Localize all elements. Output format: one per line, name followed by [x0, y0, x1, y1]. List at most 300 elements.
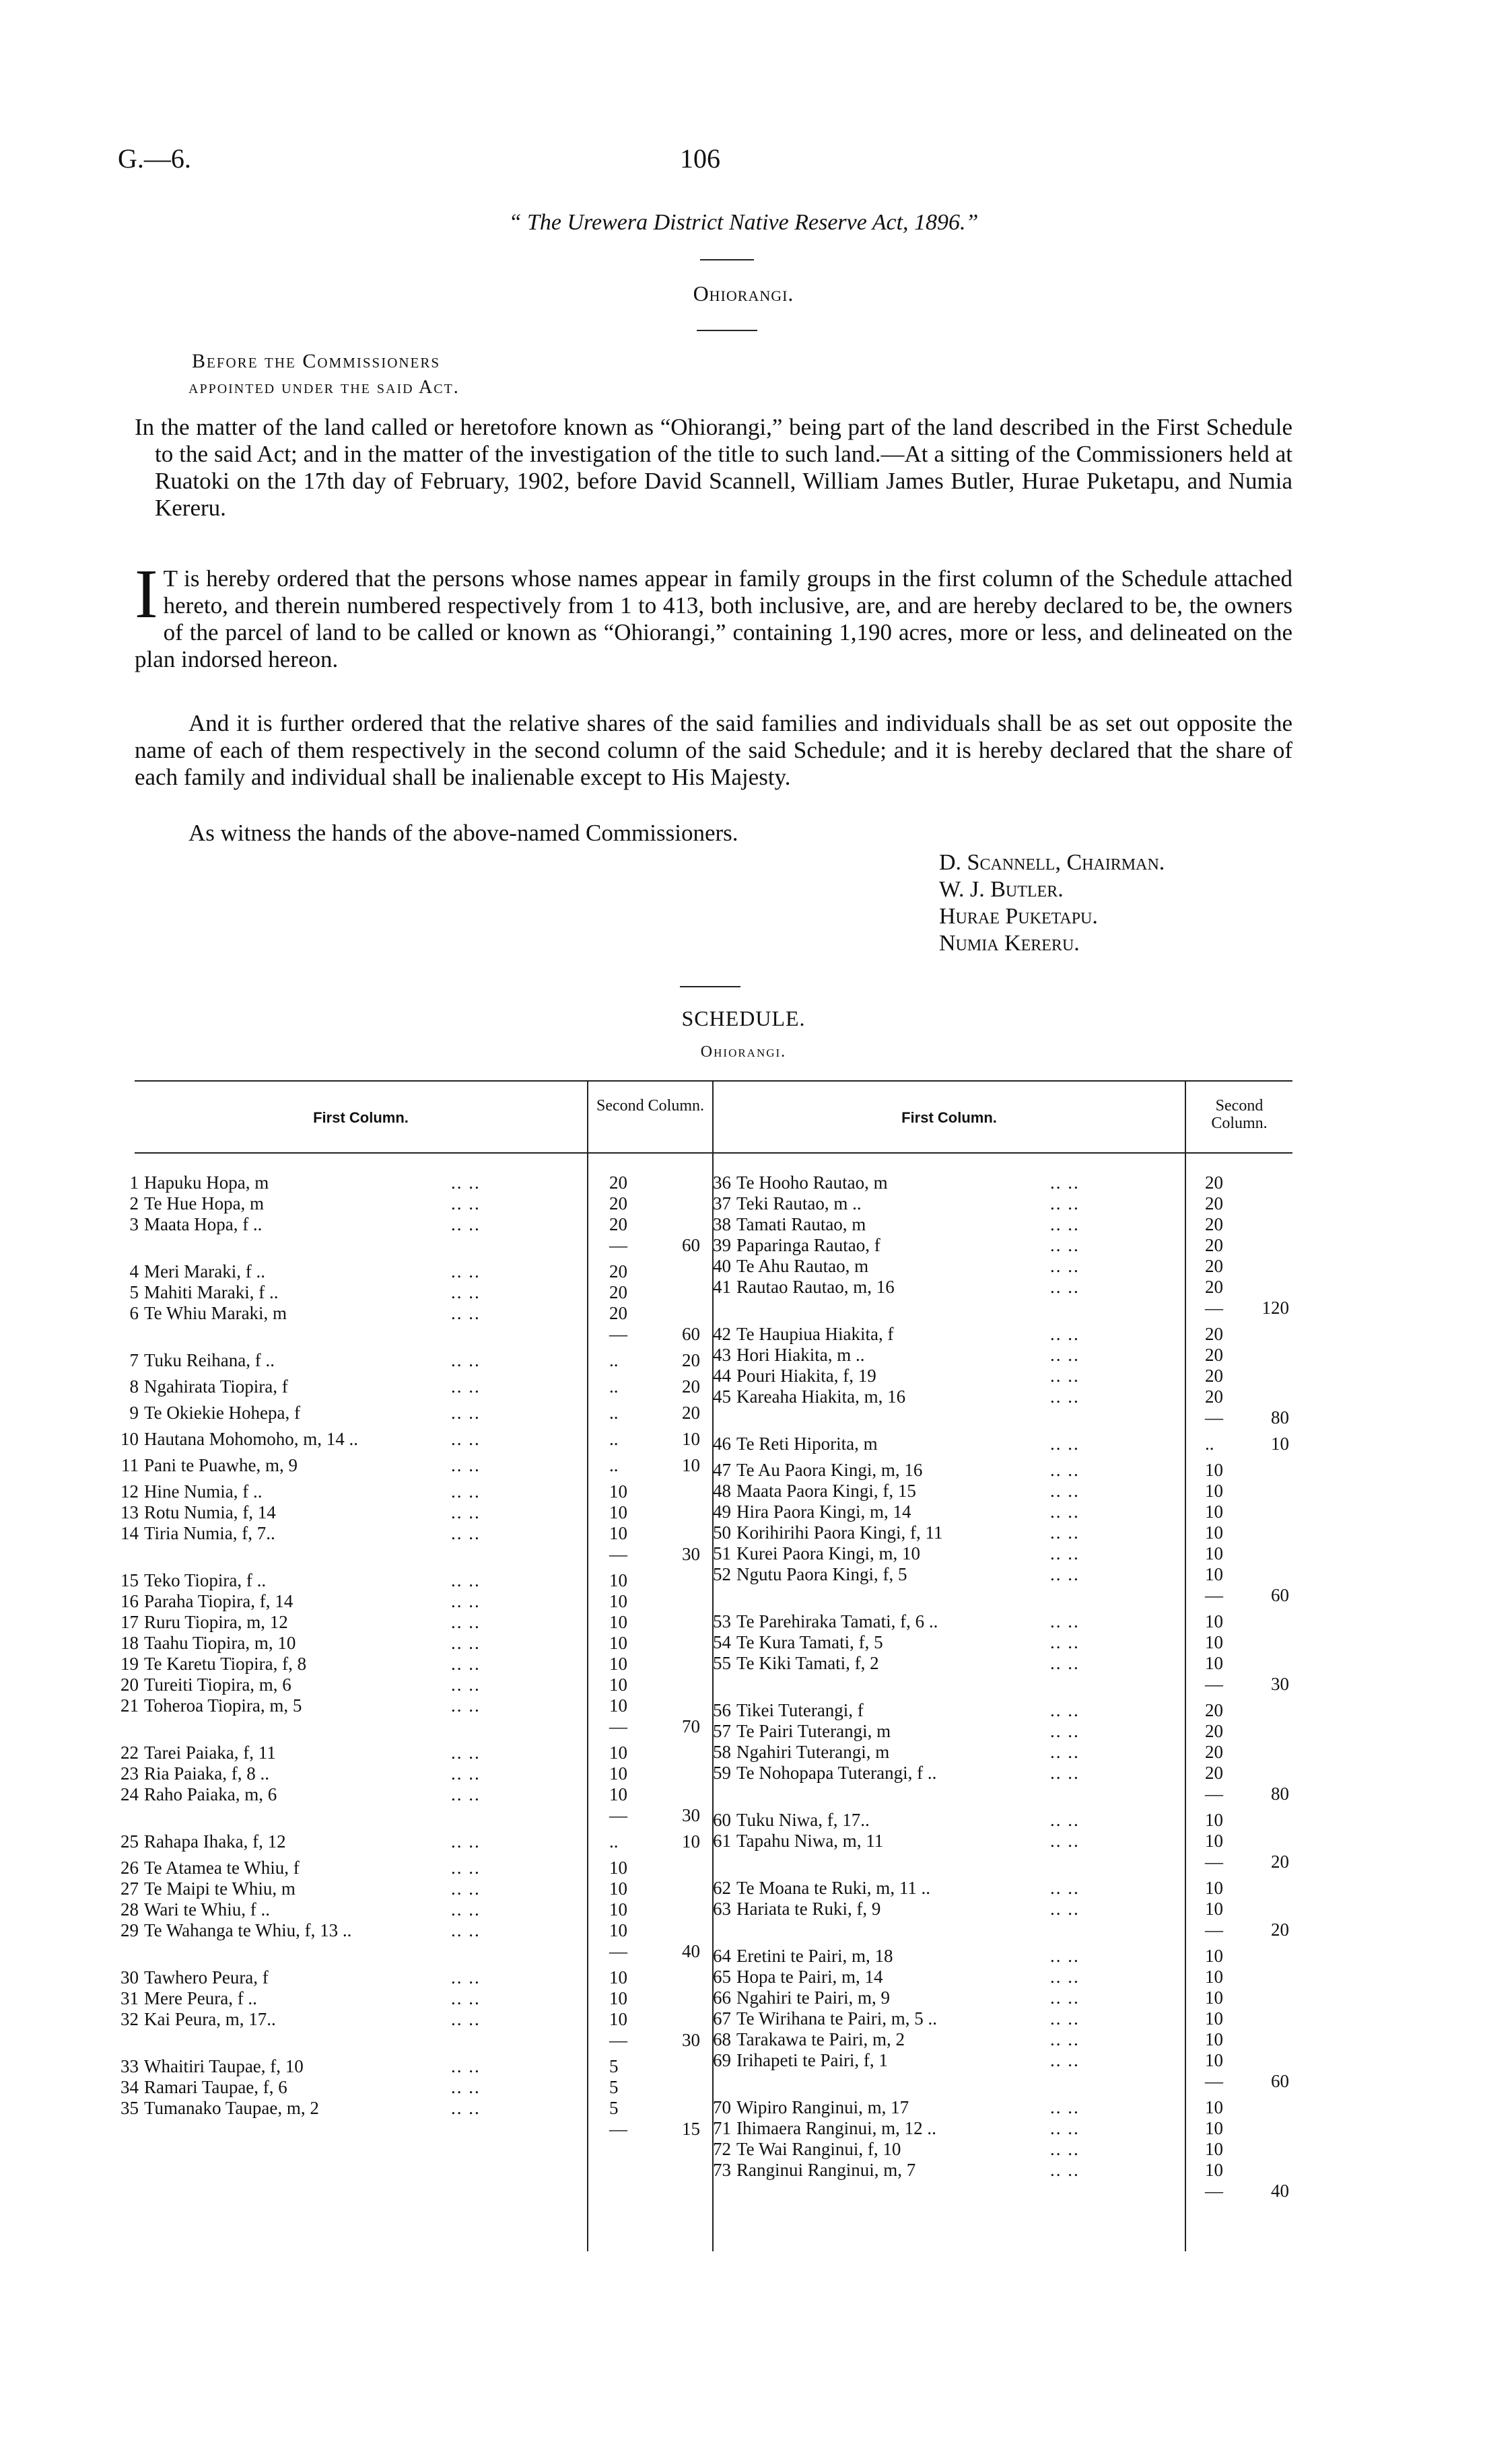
leader-dots: .. .. — [451, 2009, 481, 2029]
leader-dots: .. .. — [1050, 1543, 1080, 1563]
entry-number: 35 — [120, 2098, 139, 2118]
entry-number: 1 — [129, 1172, 139, 1193]
entry-name: Tapahu Niwa, m, 11 — [736, 1831, 884, 1851]
entry-name: Tikei Tuterangi, f — [736, 1700, 864, 1720]
drop-cap: I — [135, 555, 158, 633]
entry-number: 39 — [713, 1235, 731, 1255]
schedule-entry — [700, 1763, 936, 1783]
entry-number: 40 — [713, 1256, 731, 1276]
leader-dots: .. .. — [1050, 2118, 1080, 2138]
leader-dots: .. .. — [1050, 1172, 1080, 1193]
entry-name: Hine Numia, f .. — [144, 1481, 263, 1502]
entry-number: 4 — [129, 1261, 139, 1281]
entry-number: 33 — [120, 2056, 139, 2076]
schedule-entry — [108, 1612, 288, 1632]
family-total: 30 — [682, 1544, 700, 1564]
family-total: 40 — [682, 1941, 700, 1961]
entry-number: 55 — [713, 1653, 731, 1673]
leader-dots: .. .. — [451, 2077, 481, 2097]
leader-dots: .. .. — [451, 1612, 481, 1632]
entry-share: 20 — [1205, 1172, 1223, 1193]
leader-dots: .. .. — [451, 1695, 481, 1716]
leader-dots: .. .. — [451, 1743, 481, 1763]
entry-name: Raho Paiaka, m, 6 — [144, 1784, 277, 1804]
entry-share: 10 — [609, 1633, 627, 1653]
entry-share: 20 — [1205, 1277, 1223, 1297]
schedule-entry — [108, 2009, 276, 2029]
entry-number: 23 — [120, 1763, 139, 1784]
leader-dots: .. .. — [451, 1633, 481, 1653]
witness-paragraph: As witness the hands of the above-named Commissioners. — [188, 820, 738, 846]
schedule-entry — [700, 2008, 937, 2029]
leader-dots: .. .. — [451, 1403, 481, 1423]
entry-share: .. — [609, 1455, 619, 1475]
leader-dots: .. .. — [1050, 2050, 1080, 2070]
schedule-entry — [700, 1324, 894, 1344]
entry-number: 41 — [713, 1277, 731, 1297]
entry-number: 32 — [120, 2009, 139, 2029]
leader-dots: .. .. — [451, 1502, 481, 1522]
entry-name: Te Wahanga te Whiu, f, 13 .. — [144, 1920, 352, 1940]
leader-dots: .. .. — [1050, 1277, 1080, 1297]
leader-dots: .. .. — [451, 1481, 481, 1502]
entry-name: Hira Paora Kingi, m, 14 — [736, 1502, 911, 1522]
family-total: 10 — [682, 1455, 700, 1475]
leader-dots: .. .. — [1050, 2097, 1080, 2117]
entry-share: 10 — [1205, 1653, 1223, 1673]
schedule-entry — [700, 2118, 936, 2138]
leader-dots: .. .. — [451, 1429, 481, 1449]
entry-name: Te Okiekie Hohepa, f — [144, 1403, 301, 1423]
entry-number: 7 — [129, 1350, 139, 1370]
leader-dots: .. .. — [1050, 1193, 1080, 1213]
entry-share: 20 — [1205, 1193, 1223, 1213]
entry-number: 14 — [120, 1523, 139, 1543]
entry-number: 60 — [713, 1810, 731, 1830]
entry-name: Hapuku Hopa, m — [144, 1172, 269, 1193]
subtotal-dash: — — [1205, 1920, 1223, 1940]
entry-share: 10 — [609, 1878, 627, 1899]
entry-share: 20 — [1205, 1214, 1223, 1234]
entry-name: Ngahiri te Pairi, m, 9 — [736, 1987, 890, 2008]
family-total: 60 — [1271, 1585, 1289, 1605]
leader-dots: .. .. — [1050, 1386, 1080, 1407]
order-text: T is hereby ordered that the persons whose names appear in family groups in the first column of the Schedule attached hereto, and therein numbered respectively from 1 to 413, both inclusive, are, and are hereby declared to be, the owners of the parcel of land to be called or known as “Ohiorangi,” containing 1,190 acres, more or less, and delineated on the plan indorsed hereon. — [135, 565, 1292, 672]
entry-name: Rotu Numia, f, 14 — [144, 1502, 276, 1522]
family-total: 15 — [682, 2119, 700, 2139]
family-total: 10 — [1271, 1434, 1289, 1454]
leader-dots: .. .. — [1050, 1460, 1080, 1480]
table-header-rule — [135, 1152, 1292, 1154]
place-title: Ohiorangi. — [693, 281, 794, 306]
entry-name: Te Wai Ranginui, f, 10 — [736, 2139, 901, 2159]
entry-name: Pouri Hiakita, f, 19 — [736, 1366, 876, 1386]
schedule-entry — [700, 1235, 880, 1255]
entry-share: 10 — [609, 1675, 627, 1695]
subtotal-dash: — — [609, 1805, 627, 1825]
first-column-header: First Column. — [901, 1109, 997, 1126]
family-total: 10 — [682, 1831, 700, 1852]
schedule-entry — [108, 1920, 351, 1940]
family-total: 20 — [1271, 1852, 1289, 1872]
family-total: 30 — [682, 1805, 700, 1825]
entry-name: Paraha Tiopira, f, 14 — [144, 1591, 293, 1611]
entry-number: 59 — [713, 1763, 731, 1783]
schedule-entry — [700, 1700, 864, 1720]
entry-number: 46 — [713, 1434, 731, 1454]
entry-name: Eretini te Pairi, m, 18 — [736, 1946, 893, 1966]
entry-name: Te Parehiraka Tamati, f, 6 .. — [736, 1611, 938, 1631]
family-total: 10 — [682, 1429, 700, 1449]
entry-share: .. — [1205, 1434, 1214, 1454]
entry-share: 10 — [609, 1858, 627, 1878]
entry-number: 16 — [120, 1591, 139, 1611]
schedule-entry — [700, 1522, 942, 1543]
entry-name: Ngahirata Tiopira, f — [144, 1376, 288, 1397]
leader-dots: .. .. — [1050, 1763, 1080, 1783]
before-line-2: appointed under the said Act. — [188, 377, 460, 398]
schedule-entry — [700, 1502, 911, 1522]
entry-share: 10 — [1205, 1460, 1223, 1480]
leader-dots: .. .. — [451, 1591, 481, 1611]
schedule-entry — [700, 1967, 883, 1987]
schedule-entry — [108, 2056, 304, 2076]
entry-name: Te Nohopapa Tuterangi, f .. — [736, 1763, 937, 1783]
entry-number: 37 — [713, 1193, 731, 1213]
entry-share: 5 — [609, 2077, 619, 2097]
family-total: 60 — [682, 1235, 700, 1255]
entry-share: 20 — [609, 1282, 627, 1302]
entry-name: Kurei Paora Kingi, m, 10 — [736, 1543, 920, 1563]
entry-share: .. — [609, 1429, 619, 1449]
entry-name: Hautana Mohomoho, m, 14 .. — [144, 1429, 358, 1449]
order-paragraph — [135, 555, 1292, 673]
entry-name: Te Wirihana te Pairi, m, 5 .. — [736, 2008, 937, 2029]
leader-dots: .. .. — [451, 1282, 481, 1302]
schedule-entry — [108, 1481, 262, 1502]
entry-name: Tiria Numia, f, 7.. — [144, 1523, 275, 1543]
entry-name: Tamati Rautao, m — [736, 1214, 866, 1234]
leader-dots: .. .. — [451, 1570, 481, 1590]
entry-number: 43 — [713, 1345, 731, 1365]
signature-line: W. J. Butler. — [939, 877, 1064, 902]
entry-number: 24 — [120, 1784, 139, 1804]
signature-line: Numia Kereru. — [939, 931, 1080, 956]
entry-name: Mere Peura, f .. — [144, 1988, 257, 2008]
family-total: 30 — [1271, 1674, 1289, 1694]
entry-share: .. — [609, 1350, 619, 1370]
schedule-entry — [700, 1193, 862, 1213]
entry-number: 42 — [713, 1324, 731, 1344]
entry-name: Ngutu Paora Kingi, f, 5 — [736, 1564, 907, 1584]
entry-name: Tarei Paiaka, f, 11 — [144, 1743, 276, 1763]
entry-number: 15 — [120, 1570, 139, 1590]
entry-name: Ngahiri Tuterangi, m — [736, 1742, 890, 1762]
entry-share: 10 — [609, 1988, 627, 2008]
entry-number: 31 — [120, 1988, 139, 2008]
leader-dots: .. .. — [1050, 1434, 1080, 1454]
leader-dots: .. .. — [1050, 1742, 1080, 1762]
leader-dots: .. .. — [1050, 1235, 1080, 1255]
leader-dots: .. .. — [451, 1654, 481, 1674]
entry-name: Tureiti Tiopira, m, 6 — [144, 1675, 291, 1695]
divider — [680, 986, 740, 987]
entry-share: 20 — [609, 1193, 627, 1213]
entry-name: Toheroa Tiopira, m, 5 — [144, 1695, 302, 1716]
subtotal-dash: — — [1205, 2181, 1223, 2201]
entry-share: 20 — [1205, 1763, 1223, 1783]
leader-dots: .. .. — [1050, 1502, 1080, 1522]
entry-share: 10 — [1205, 1522, 1223, 1543]
subtotal-dash: — — [609, 1941, 627, 1961]
entry-share: 10 — [609, 1743, 627, 1763]
entry-number: 30 — [120, 1967, 139, 1987]
schedule-entry — [700, 1831, 883, 1851]
schedule-entry — [700, 1742, 889, 1762]
entry-share: 20 — [609, 1303, 627, 1323]
entry-number: 54 — [713, 1632, 731, 1652]
entry-number: 22 — [120, 1743, 139, 1763]
entry-number: 47 — [713, 1460, 731, 1480]
schedule-entry — [700, 1632, 883, 1652]
further-paragraph: And it is further ordered that the relative shares of the said families and individuals shall be as set out opposite the name of each of them respectively in the second column of the said Schedule; and it is hereby declared that the share of each family and individual shall be inalienable except to His Majesty. — [135, 710, 1292, 790]
schedule-subtitle: Ohiorangi. — [700, 1043, 787, 1061]
table-top-rule — [135, 1080, 1292, 1082]
schedule-entry — [108, 1214, 262, 1234]
leader-dots: .. .. — [1050, 2029, 1080, 2049]
entry-share: 10 — [1205, 2050, 1223, 2070]
entry-share: 20 — [1205, 1700, 1223, 1720]
entry-name: Wari te Whiu, f .. — [144, 1899, 271, 1920]
divider — [697, 330, 757, 331]
leader-dots: .. .. — [451, 1858, 481, 1878]
schedule-entry — [700, 1611, 938, 1631]
entry-share: 10 — [1205, 1946, 1223, 1966]
schedule-entry — [108, 1858, 300, 1878]
leader-dots: .. .. — [1050, 1700, 1080, 1720]
family-total: 80 — [1271, 1784, 1289, 1804]
entry-share: 10 — [609, 1612, 627, 1632]
leader-dots: .. .. — [1050, 1967, 1080, 1987]
leader-dots: .. .. — [451, 1784, 481, 1804]
entry-number: 20 — [120, 1675, 139, 1695]
schedule-entry — [700, 1256, 868, 1276]
entry-share: 10 — [1205, 1481, 1223, 1501]
schedule-entry — [700, 1172, 888, 1193]
schedule-entry — [108, 1429, 358, 1449]
schedule-entry — [700, 1481, 916, 1501]
entry-number: 44 — [713, 1366, 731, 1386]
entry-number: 34 — [120, 2077, 139, 2097]
schedule-entry — [700, 1878, 930, 1898]
entry-number: 27 — [120, 1878, 139, 1899]
entry-number: 68 — [713, 2029, 731, 2049]
entry-name: Ranginui Ranginui, m, 7 — [736, 2160, 916, 2180]
entry-share: 5 — [609, 2098, 619, 2118]
entry-share: 10 — [609, 1920, 627, 1940]
leader-dots: .. .. — [1050, 1564, 1080, 1584]
entry-share: 10 — [1205, 1502, 1223, 1522]
schedule-entry — [108, 1743, 276, 1763]
family-total: 20 — [682, 1376, 700, 1397]
subtotal-dash: — — [609, 2119, 627, 2139]
entry-number: 2 — [129, 1193, 139, 1213]
entry-share: 10 — [1205, 1543, 1223, 1563]
entry-name: Te Atamea te Whiu, f — [144, 1858, 300, 1878]
schedule-entry — [108, 1350, 275, 1370]
leader-dots: .. .. — [1050, 1481, 1080, 1501]
entry-name: Te Hue Hopa, m — [144, 1193, 265, 1213]
entry-number: 70 — [713, 2097, 731, 2117]
entry-number: 69 — [713, 2050, 731, 2070]
entry-name: Meri Maraki, f .. — [144, 1261, 265, 1281]
schedule-entry — [108, 1261, 265, 1281]
entry-name: Te Hooho Rautao, m — [736, 1172, 888, 1193]
subtotal-dash: — — [1205, 1852, 1223, 1872]
entry-name: Te Au Paora Kingi, m, 16 — [736, 1460, 923, 1480]
leader-dots: .. .. — [451, 1967, 481, 1987]
schedule-entry — [108, 1675, 291, 1695]
entry-number: 36 — [713, 1172, 731, 1193]
schedule-entry — [108, 1878, 296, 1899]
entry-number: 8 — [129, 1376, 139, 1397]
entry-number: 71 — [713, 2118, 731, 2138]
subtotal-dash: — — [1205, 2071, 1223, 2091]
leader-dots: .. .. — [451, 2098, 481, 2118]
entry-name: Hariata te Ruki, f, 9 — [736, 1899, 881, 1919]
family-total: 70 — [682, 1716, 700, 1736]
entry-number: 64 — [713, 1946, 731, 1966]
entry-name: Hori Hiakita, m .. — [736, 1345, 865, 1365]
subtotal-dash: — — [1205, 1407, 1223, 1428]
entry-share: 10 — [609, 1784, 627, 1804]
entry-share: 10 — [1205, 2139, 1223, 2159]
schedule-entry — [700, 1653, 879, 1673]
entry-share: 10 — [609, 1967, 627, 1987]
leader-dots: .. .. — [451, 1172, 481, 1193]
family-total: 60 — [682, 1324, 700, 1344]
entry-share: 10 — [1205, 1878, 1223, 1898]
leader-dots: .. .. — [1050, 1611, 1080, 1631]
schedule-entry — [700, 1810, 870, 1830]
schedule-entry — [700, 1987, 890, 2008]
entry-share: 10 — [1205, 1611, 1223, 1631]
entry-share: 10 — [1205, 1967, 1223, 1987]
entry-share: 10 — [609, 1695, 627, 1716]
schedule-entry — [108, 1455, 298, 1475]
column-divider — [1185, 1080, 1186, 2251]
entry-name: Rahapa Ihaka, f, 12 — [144, 1831, 286, 1852]
leader-dots: .. .. — [451, 1831, 481, 1852]
entry-number: 73 — [713, 2160, 731, 2180]
leader-dots: .. .. — [1050, 2008, 1080, 2029]
schedule-entry — [700, 1277, 895, 1297]
schedule-entry — [108, 1831, 286, 1852]
entry-name: Te Kiki Tamati, f, 2 — [736, 1653, 879, 1673]
leader-dots: .. .. — [1050, 1810, 1080, 1830]
entry-share: 20 — [609, 1261, 627, 1281]
family-total: 20 — [1271, 1920, 1289, 1940]
leader-dots: .. .. — [1050, 1946, 1080, 1966]
leader-dots: .. .. — [1050, 1653, 1080, 1673]
schedule-entry — [108, 2077, 287, 2097]
entry-share: 10 — [609, 1570, 627, 1590]
leader-dots: .. .. — [1050, 1214, 1080, 1234]
entry-number: 50 — [713, 1522, 731, 1543]
matter-paragraph: In the matter of the land called or heretofore known as “Ohiorangi,” being part of the land described in the First Schedule to the said Act; and in the matter of the investigation of the title to such land.—At a sitting of the Commissioners held at Ruatoki on the 17th day of February, 1902, before David Scannell, William James Butler, Hurae Puketapu, and Numia Kereru. — [135, 414, 1292, 521]
divider — [700, 259, 754, 260]
entry-share: 10 — [609, 2009, 627, 2029]
signature-line: D. Scannell, Chairman. — [939, 850, 1165, 875]
schedule-entry — [700, 2139, 901, 2159]
entry-name: Ramari Taupae, f, 6 — [144, 2077, 287, 2097]
entry-name: Te Reti Hiporita, m — [736, 1434, 878, 1454]
entry-name: Te Kura Tamati, f, 5 — [736, 1632, 883, 1652]
subtotal-dash: — — [609, 1716, 627, 1736]
entry-name: Tuku Niwa, f, 17.. — [736, 1810, 870, 1830]
entry-share: .. — [609, 1403, 619, 1423]
entry-number: 3 — [129, 1214, 139, 1234]
entry-name: Te Ahu Rautao, m — [736, 1256, 869, 1276]
schedule-entry — [108, 1172, 269, 1193]
schedule-entry — [700, 1460, 922, 1480]
schedule-entry — [700, 1564, 907, 1584]
leader-dots: .. .. — [451, 1920, 481, 1940]
entry-share: 20 — [1205, 1366, 1223, 1386]
subtotal-dash: — — [1205, 1585, 1223, 1605]
leader-dots: .. .. — [451, 1455, 481, 1475]
schedule-entry — [108, 1376, 288, 1397]
subtotal-dash: — — [609, 1324, 627, 1344]
subtotal-dash: — — [1205, 1674, 1223, 1694]
entry-share: 10 — [1205, 1831, 1223, 1851]
leader-dots: .. .. — [451, 1878, 481, 1899]
signature-line: Hurae Puketapu. — [939, 904, 1098, 929]
schedule-entry — [108, 1523, 275, 1543]
entry-share: 10 — [609, 1481, 627, 1502]
entry-share: 10 — [1205, 2097, 1223, 2117]
entry-number: 51 — [713, 1543, 731, 1563]
subtotal-dash: — — [609, 1235, 627, 1255]
leader-dots: .. .. — [1050, 1831, 1080, 1851]
schedule-entry — [108, 1899, 270, 1920]
entry-number: 62 — [713, 1878, 731, 1898]
entry-name: Teko Tiopira, f .. — [144, 1570, 267, 1590]
entry-name: Tawhero Peura, f — [144, 1967, 269, 1987]
schedule-entry — [108, 1403, 300, 1423]
entry-name: Te Maipi te Whiu, m — [144, 1878, 296, 1899]
entry-number: 29 — [120, 1920, 139, 1940]
schedule-entry — [700, 1345, 864, 1365]
leader-dots: .. .. — [1050, 1899, 1080, 1919]
family-total: 120 — [1261, 1298, 1289, 1318]
entry-name: Te Whiu Maraki, m — [144, 1303, 287, 1323]
family-total: 60 — [1271, 2071, 1289, 2091]
entry-number: 11 — [121, 1455, 139, 1475]
leader-dots: .. .. — [451, 1899, 481, 1920]
schedule-entry — [700, 1721, 891, 1741]
schedule-entry — [108, 1193, 264, 1213]
entry-name: Maata Hopa, f .. — [144, 1214, 263, 1234]
signatures — [939, 849, 1165, 957]
entry-share: 10 — [1205, 1810, 1223, 1830]
schedule-entry — [700, 2050, 888, 2070]
entry-number: 53 — [713, 1611, 731, 1631]
entry-number: 52 — [713, 1564, 731, 1584]
entry-name: Te Pairi Tuterangi, m — [736, 1721, 891, 1741]
entry-number: 28 — [120, 1899, 139, 1920]
leader-dots: .. .. — [451, 1763, 481, 1784]
